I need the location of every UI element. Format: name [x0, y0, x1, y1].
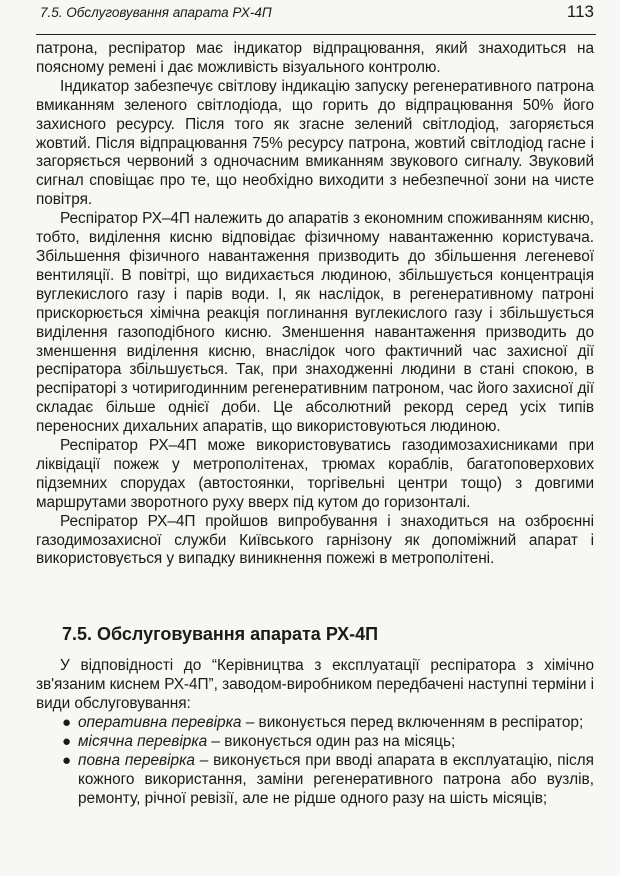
- page-header: [36, 0, 596, 35]
- list-item-text: – виконується перед включенням в респіратор;: [241, 714, 584, 732]
- list-item-term: оперативна перевірка: [78, 714, 242, 732]
- page-number: 113: [566, 2, 594, 21]
- list-item-term: повна перевірка: [78, 751, 195, 769]
- paragraph-oxygen-economy: Респіратор РХ–4П належить до апаратів з економним споживанням кисню, тобто, виділення кисню відповідає фізичному навантаженню користувача. Збільшення фізичного навантаження призводить до збільшення легеневої вентиляції. В повітрі, що видихається людиною, збільшується концентрація вуглекислого газу і парів води. І, як наслідок, в регенеративному патроні прискорюється хімічна реакція поглинання вуглекислого газу і збільшується виділення газоподібного кисню. Зменшення навантаження призводить до зменшення виділення кисню, внаслідок чого фактичний час захисної дії респіратора збільшується. Так, при знаходженні людини в стані спокою, в респіраторі з чотиригодинним регенеративним патроном, час його захисної дії складає більше однієї доби. Це абсолютний рекорд серед усіх типів переносних дихальних апаратів, що використовуються людиною.: [36, 210, 594, 436]
- bullet-icon: ●: [62, 733, 72, 750]
- list-item-text: – виконується один раз на місяць;: [207, 733, 456, 750]
- bullet-icon: ●: [62, 714, 72, 732]
- list-item: [36, 733, 594, 752]
- list-item-term: місячна перевірка: [78, 733, 208, 750]
- section-heading: 7.5. Обслуговування апарата РХ-4П: [62, 624, 379, 645]
- paragraph-testing: Респіратор РХ–4П пройшов випробування і знаходиться на озброєнні газодимозахисної служби Київського гарнізону як допоміжний апарат і використовується у випадку виникнення пожежі в метрополітені.: [36, 512, 594, 568]
- list-item: [36, 714, 594, 733]
- list-item: [36, 752, 594, 809]
- section-intro: У відповідності до “Керівництва з експлуатації респіратора з хімічно зв'язаним киснем РХ-4П”, заводом-виробником передбачені наступні терміни і види обслуговування:: [36, 657, 594, 713]
- bullet-icon: ●: [62, 751, 72, 769]
- list-item-text: – виконується при вводі апарата в експлуатацію, після кожного використання, заміни регенеративного патрона або вузлів, ремонту, річної ревізії, але не рідше одного разу на шість місяців;: [78, 751, 594, 807]
- paragraph-indicator: Індикатор забезпечує світлову індикацію запуску регенеративного патрона вмиканням зеленого світлодіода, що горить до відпрацювання 50% його захисного ресурсу. Після того як згасне зелений світлодіод, загоряється жовтий. Після відпрацювання 75% ресурсу патрона, жовтий світлодіод гасне і загоряється червоний з одночасним вмиканням звукового сигналу. Звуковий сигнал сповіщає про те, що необхідно виходити з небезпечної зони на чисте повітря.: [36, 77, 594, 209]
- paragraph-usage: Респіратор РХ–4П може використовуватись газодимозахисниками при ліквідації пожеж у метрополітенах, трюмах кораблів, багатоповерхових підземних спорудах (автостоянки, торгівельні центри тощо) з довгими маршрутами зворотного руху вверх під кутом до горизонталі.: [36, 437, 594, 511]
- paragraph-continuation: патрона, респіратор має індикатор відпрацювання, який знаходиться на поясному ремені і дає можливість візуального контролю.: [36, 40, 594, 76]
- page-content: [36, 40, 594, 809]
- running-head: 7.5. Обслуговування апарата РХ-4П: [40, 5, 272, 20]
- maintenance-list: [36, 714, 594, 809]
